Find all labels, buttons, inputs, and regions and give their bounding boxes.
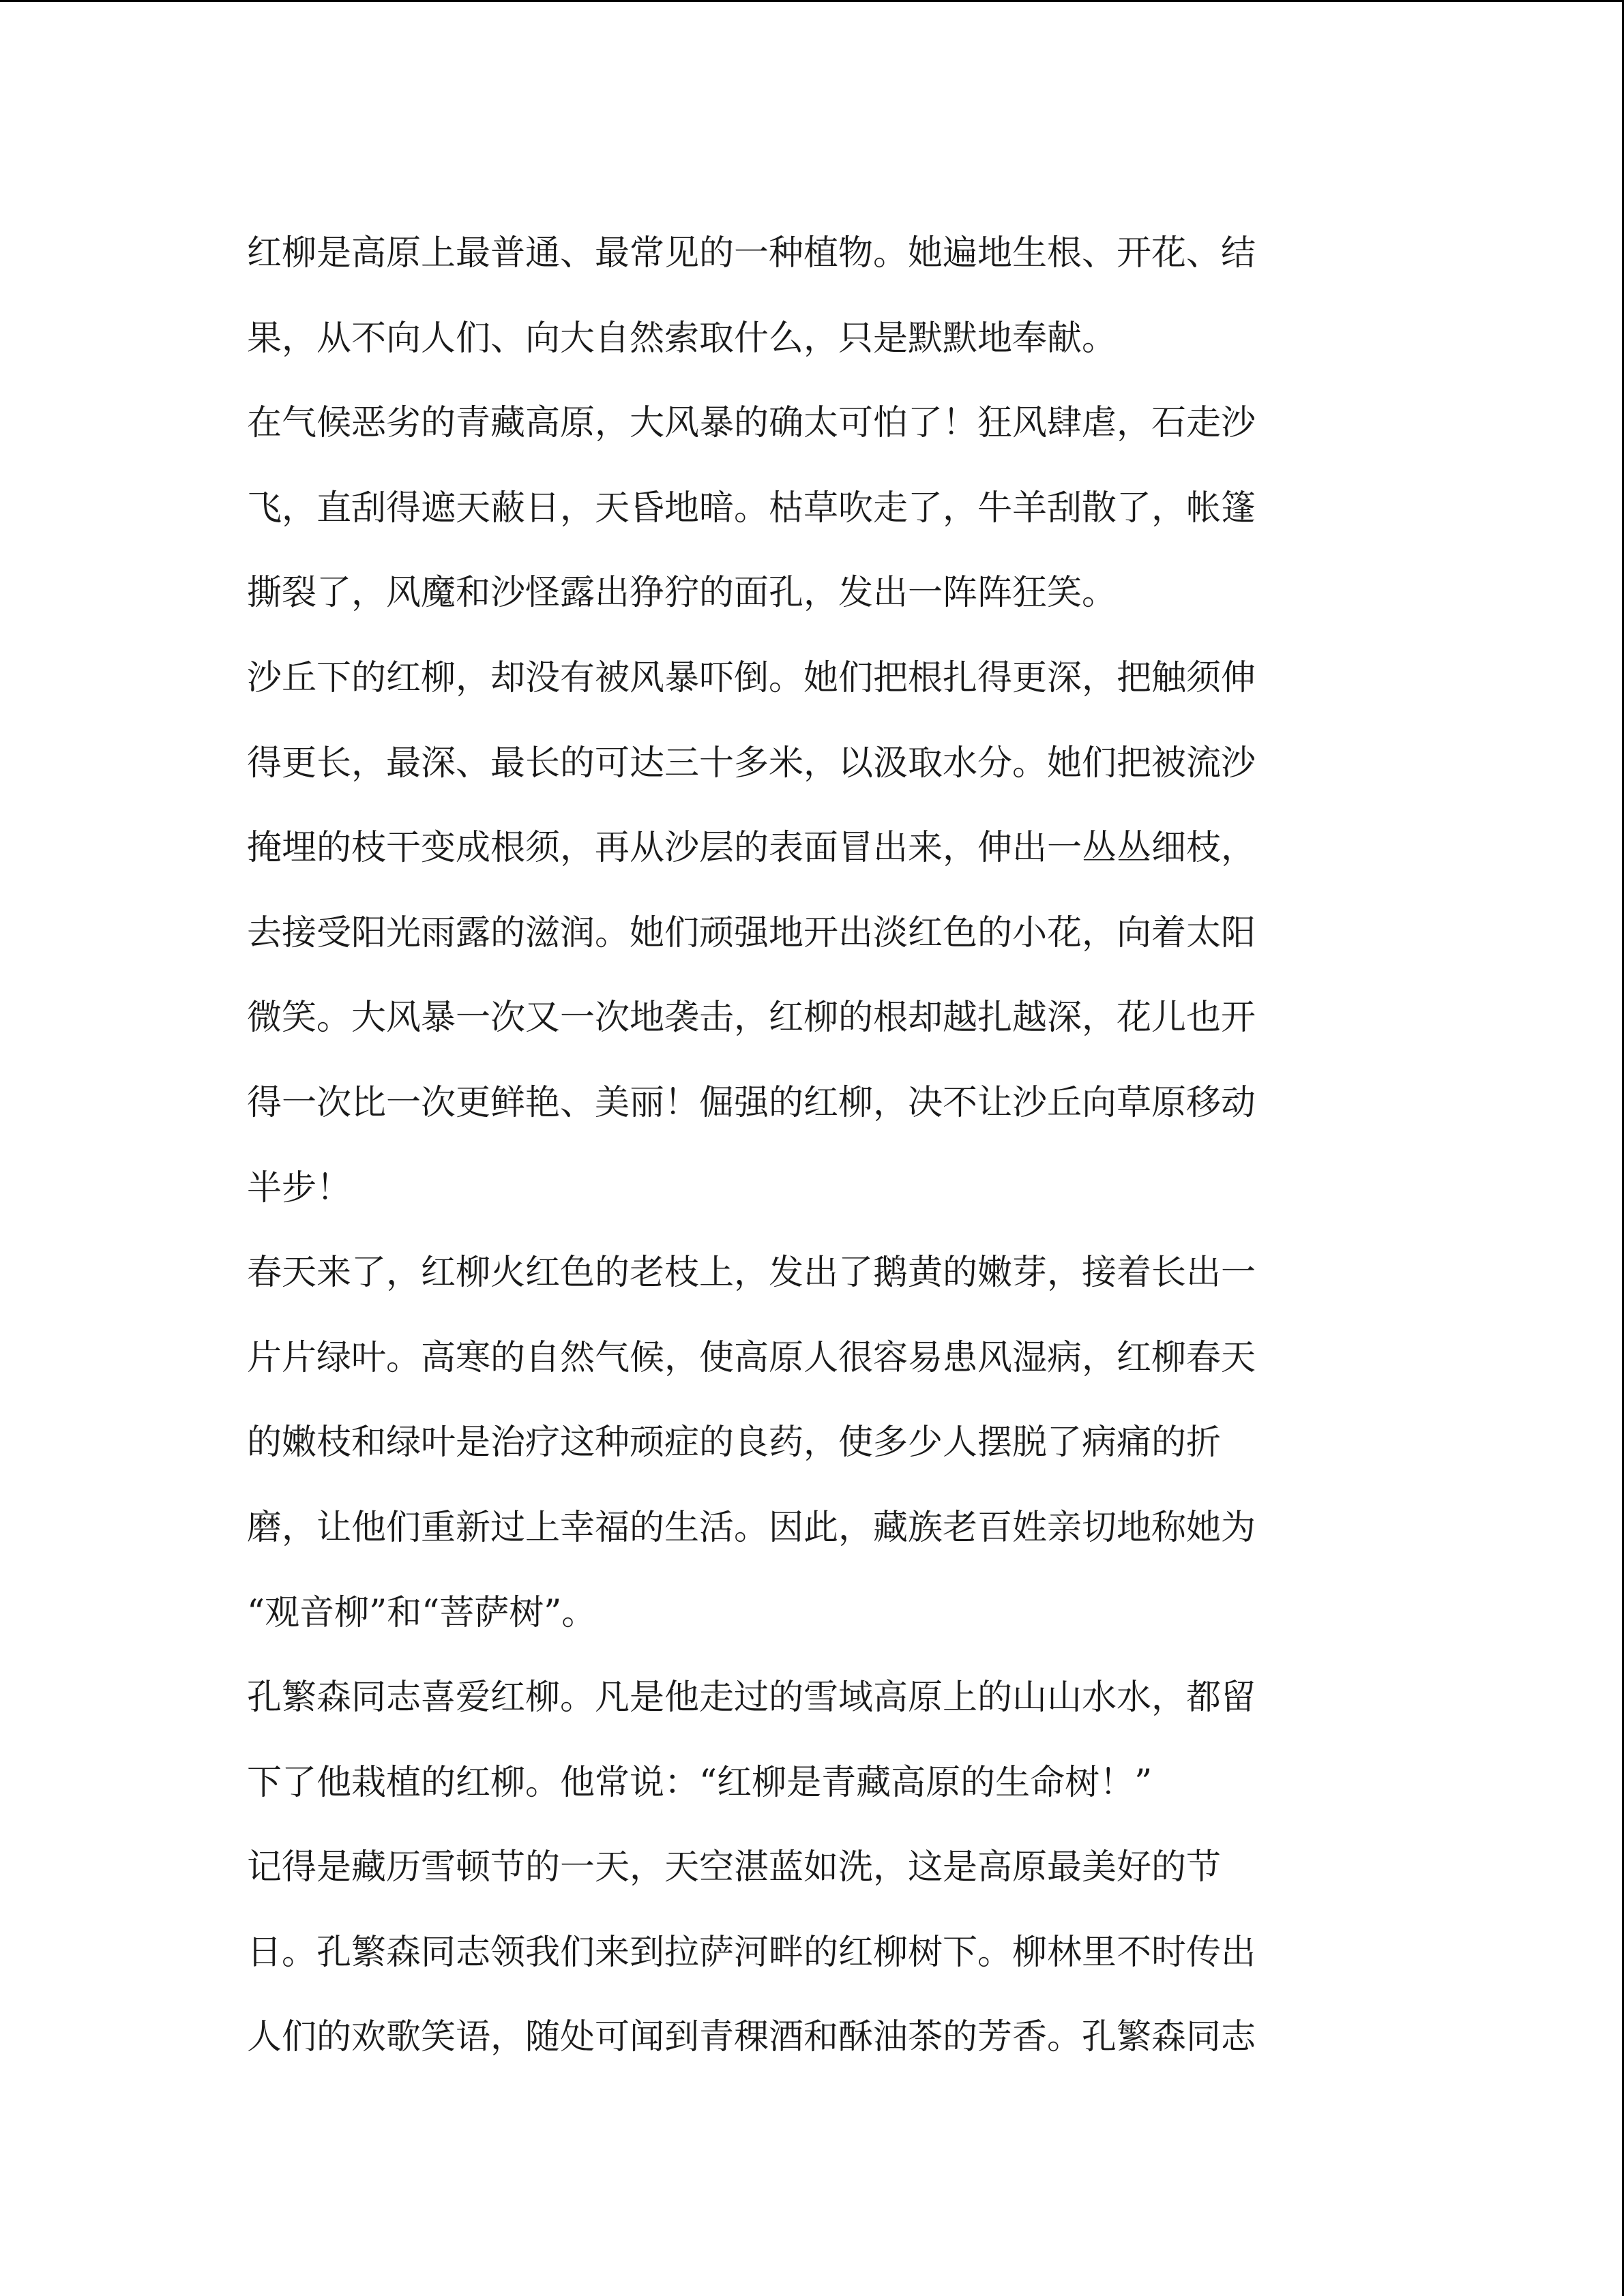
paragraph-3	[247, 636, 1359, 1231]
text-line: 得更长，最深、最长的可达三十多米，以汲取水分。她们把被流沙	[247, 743, 1256, 784]
paragraph-1	[247, 211, 1359, 381]
text-line: 果，从不向人们、向大自然索取什么，只是默默地奉献。	[247, 318, 1117, 359]
paragraph-4	[247, 1231, 1359, 1656]
text-line: 春天来了，红柳火红色的老枝上，发出了鹅黄的嫩芽，接着长出一	[247, 1253, 1256, 1294]
paragraph-6	[247, 1825, 1359, 2081]
text-line: 去接受阳光雨露的滋润。她们顽强地开出淡红色的小花，向着太阳	[247, 912, 1256, 953]
paragraph-5	[247, 1656, 1359, 1825]
text-line: 人们的欢歌笑语，随处可闻到青稞酒和酥油茶的芳香。孔繁森同志	[247, 2017, 1256, 2058]
text-line: 的嫩枝和绿叶是治疗这种顽症的良药，使多少人摆脱了病痛的折	[247, 1422, 1222, 1463]
text-line: 在气候恶劣的青藏高原，大风暴的确太可怕了！狂风肆虐，石走沙	[247, 403, 1256, 444]
text-line: 日。孔繁森同志领我们来到拉萨河畔的红柳树下。柳林里不时传出	[247, 1932, 1256, 1973]
text-line: 半步！	[247, 1167, 352, 1208]
text-line: 飞，直刮得遮天蔽日，天昏地暗。枯草吹走了，牛羊刮散了，帐篷	[247, 488, 1256, 528]
page-top-border	[0, 0, 1624, 2]
text-line: 孔繁森同志喜爱红柳。凡是他走过的雪域高原上的山山水水，都留	[247, 1678, 1256, 1718]
paragraph-2	[247, 381, 1359, 636]
text-line: 得一次比一次更鲜艳、美丽！倔强的红柳，决不让沙丘向草原移动	[247, 1082, 1256, 1123]
document-body	[247, 211, 1359, 2081]
text-line: 片片绿叶。高寒的自然气候，使高原人很容易患风湿病，红柳春天	[247, 1337, 1256, 1378]
text-line: “观音柳”和“菩萨树”。	[247, 1592, 597, 1633]
text-line: 撕裂了，风魔和沙怪露出狰狞的面孔，发出一阵阵狂笑。	[247, 573, 1117, 614]
text-line: 沙丘下的红柳，却没有被风暴吓倒。她们把根扎得更深，把触须伸	[247, 657, 1256, 698]
text-line: 下了他栽植的红柳。他常说：“红柳是青藏高原的生命树！”	[247, 1762, 1153, 1803]
text-line: 磨，让他们重新过上幸福的生活。因此，藏族老百姓亲切地称她为	[247, 1507, 1256, 1548]
text-line: 微笑。大风暴一次又一次地袭击，红柳的根却越扎越深，花儿也开	[247, 998, 1256, 1039]
text-line: 记得是藏历雪顿节的一天，天空湛蓝如洗，这是高原最美好的节	[247, 1847, 1222, 1888]
text-line: 红柳是高原上最普通、最常见的一种植物。她遍地生根、开花、结	[247, 233, 1256, 273]
text-line: 掩埋的枝干变成根须，再从沙层的表面冒出来，伸出一丛丛细枝，	[247, 828, 1256, 869]
